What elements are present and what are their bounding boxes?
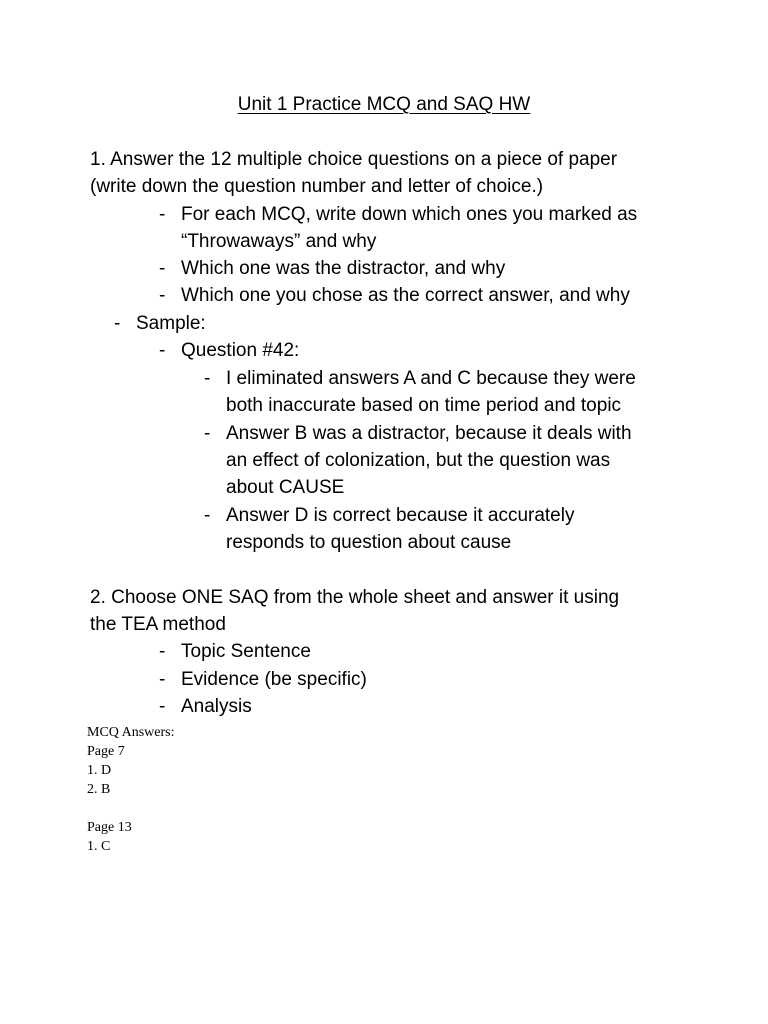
bullet-1-line2: “Throwaways” and why [181, 231, 377, 252]
answers-page-label: Page 13 [87, 820, 132, 835]
bullet-dash: - [159, 285, 166, 306]
answer-item: 2. B [87, 782, 111, 797]
tea-bullet-topic: Topic Sentence [181, 641, 311, 662]
sample-point-3-line2: responds to question about cause [226, 532, 512, 553]
answers-page-label: Page 7 [87, 744, 125, 759]
bullet-dash: - [159, 669, 166, 690]
sample-label: Sample: [136, 313, 206, 334]
sample-point-2-line2: an effect of colonization, but the question was [226, 450, 611, 471]
section1-line1: 1. Answer the 12 multiple choice questions on a piece of paper [90, 149, 618, 170]
bullet-dash: - [159, 258, 166, 279]
bullet-2: Which one was the distractor, and why [181, 258, 506, 279]
section2-line1: 2. Choose ONE SAQ from the whole sheet and answer it using [90, 587, 620, 608]
tea-bullet-analysis: Analysis [181, 696, 252, 717]
document-title: Unit 1 Practice MCQ and SAQ HW [237, 94, 531, 115]
bullet-dash: - [204, 368, 211, 389]
section1-line2: (write down the question number and letter of choice.) [90, 176, 544, 197]
bullet-dash: - [159, 340, 166, 361]
sample-point-3-line1: Answer D is correct because it accurately [226, 505, 575, 526]
bullet-dash: - [159, 204, 166, 225]
sample-point-2-line1: Answer B was a distractor, because it deals with [226, 423, 632, 444]
question-label: Question #42: [181, 340, 300, 361]
bullet-dash: - [204, 505, 211, 526]
bullet-dash: - [114, 313, 121, 334]
answer-item: 1. C [87, 839, 111, 854]
bullet-dash: - [204, 423, 211, 444]
section2-line2: the TEA method [90, 614, 226, 635]
answers-heading: MCQ Answers: [87, 725, 175, 740]
sample-point-1-line2: both inaccurate based on time period and topic [226, 395, 622, 416]
tea-bullet-evidence: Evidence (be specific) [181, 669, 367, 690]
bullet-dash: - [159, 641, 166, 662]
answer-item: 1. D [87, 763, 112, 778]
bullet-3: Which one you chose as the correct answer, and why [181, 285, 630, 306]
bullet-1-line1: For each MCQ, write down which ones you marked as [181, 204, 638, 225]
sample-point-1-line1: I eliminated answers A and C because they were [226, 368, 636, 389]
sample-point-2-line3: about CAUSE [226, 477, 345, 498]
bullet-dash: - [159, 696, 166, 717]
